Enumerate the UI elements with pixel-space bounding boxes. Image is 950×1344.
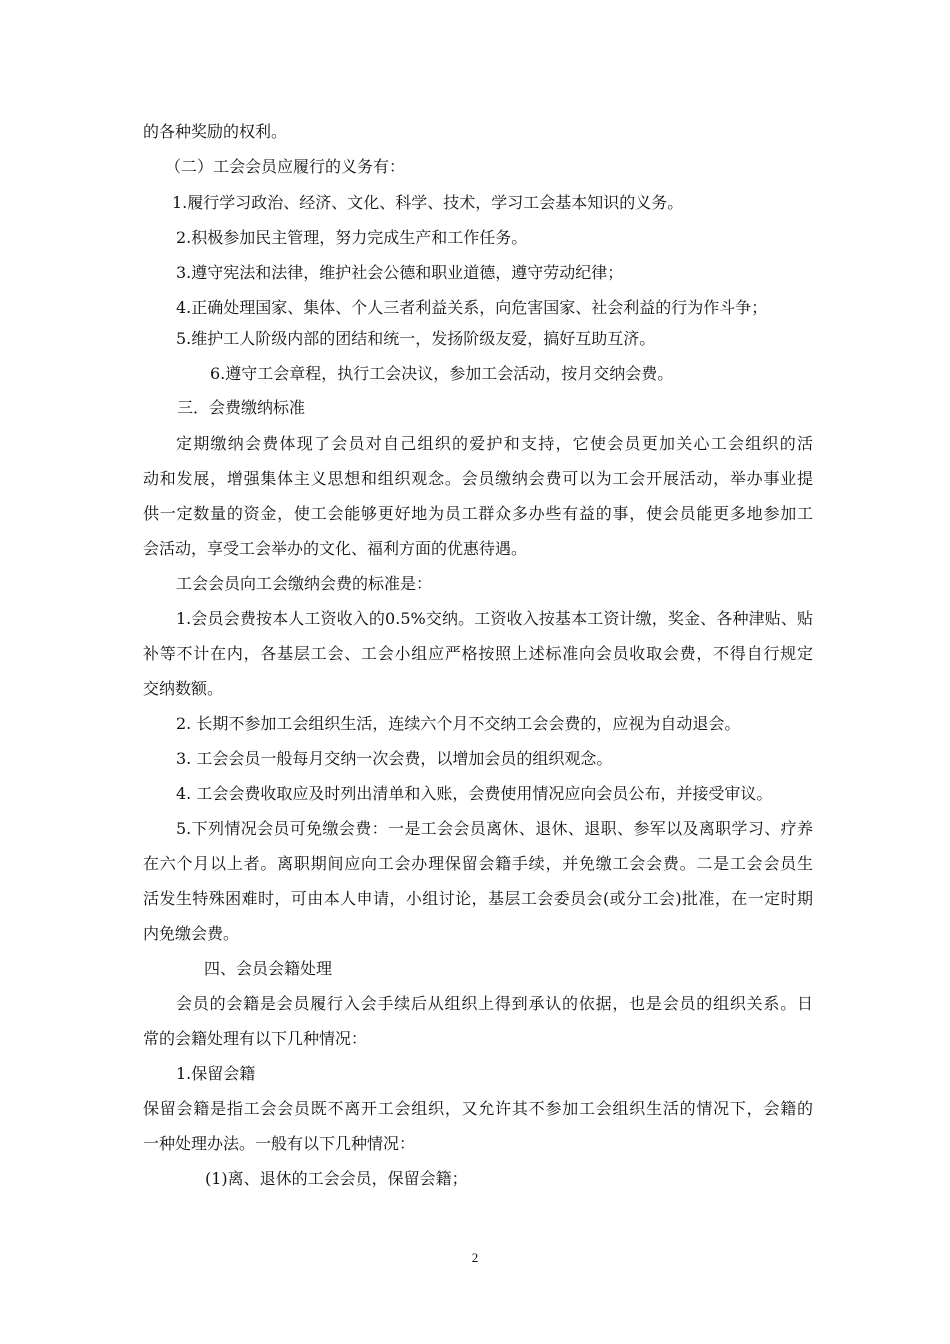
paragraph-line: 工会会员向工会缴纳会费的标准是： (176, 574, 433, 593)
list-item: 4. 工会会费收取应及时列出清单和入账，会费使用情况应向会员公布，并接受审议。 (176, 784, 773, 803)
section-heading: 三．会费缴纳标准 (177, 398, 306, 417)
paragraph-line: 定期缴纳会费体现了会员对自己组织的爱护和支持，它使会员更加关心工会组织的活 (176, 434, 813, 453)
list-item: 2. 长期不参加工会组织生活，连续六个月不交纳工会会费的，应视为自动退会。 (176, 714, 741, 733)
list-item: 5.下列情况会员可免缴会费：一是工会会员离休、退休、退职、参军以及离职学习、疗养 (176, 819, 813, 838)
list-item: 5.维护工人阶级内部的团结和统一，发扬阶级友爱，搞好互助互济。 (176, 329, 656, 348)
paragraph-line: 补等不计在内，各基层工会、工会小组应严格按照上述标准向会员收取会费，不得自行规定 (143, 644, 813, 663)
paragraph-line: 内免缴会费。 (143, 924, 240, 943)
paragraph-line: 会员的会籍是会员履行入会手续后从组织上得到承认的依据，也是会员的组织关系。日 (176, 994, 813, 1013)
paragraph-line: 会活动，享受工会举办的文化、福利方面的优惠待遇。 (143, 539, 528, 558)
list-item: 1.会员会费按本人工资收入的0.5%交纳。工资收入按基本工资计缴，奖金、各种津贴、贴 (176, 609, 813, 628)
text-line: 的各种奖励的权利。 (143, 122, 288, 141)
list-item: 2.积极参加民主管理，努力完成生产和工作任务。 (176, 228, 528, 247)
paragraph-line: 在六个月以上者。离职期间应向工会办理保留会籍手续，并免缴工会会费。二是工会会员生 (143, 854, 813, 873)
list-item: 4.正确处理国家、集体、个人三者利益关系，向危害国家、社会利益的行为作斗争； (176, 298, 768, 317)
list-item: 1.履行学习政治、经济、文化、科学、技术，学习工会基本知识的义务。 (172, 193, 684, 212)
paragraph-line: 供一定数量的资金，使工会能够更好地为员工群众多办些有益的事，使会员能更多地参加工 (143, 504, 813, 523)
paragraph-line: 动和发展，增强集体主义思想和组织观念。会员缴纳会费可以为工会开展活动，举办事业提 (143, 469, 813, 488)
section-heading: （二）工会会员应履行的义务有： (165, 157, 406, 176)
list-item: 3. 工会会员一般每月交纳一次会费，以增加会员的组织观念。 (176, 749, 613, 768)
paragraph-line: 常的会籍处理有以下几种情况： (143, 1029, 368, 1048)
paragraph-line: 活发生特殊困难时，可由本人申请，小组讨论，基层工会委员会(或分工会)批准，在一定时期 (143, 889, 813, 908)
paragraph-line: 一种处理办法。一般有以下几种情况： (143, 1134, 416, 1153)
list-item: (1)离、退休的工会会员，保留会籍； (205, 1169, 468, 1188)
page-number: 2 (471, 1250, 479, 1265)
subsection-heading: 1.保留会籍 (176, 1064, 256, 1083)
paragraph-line: 保留会籍是指工会会员既不离开工会组织，又允许其不参加工会组织生活的情况下，会籍的 (143, 1099, 813, 1118)
section-heading: 四、会员会籍处理 (204, 959, 333, 978)
list-item: 6.遵守工会章程，执行工会决议，参加工会活动，按月交纳会费。 (210, 364, 674, 383)
list-item: 3.遵守宪法和法律，维护社会公德和职业道德，遵守劳动纪律； (176, 263, 624, 282)
paragraph-line: 交纳数额。 (143, 679, 224, 698)
